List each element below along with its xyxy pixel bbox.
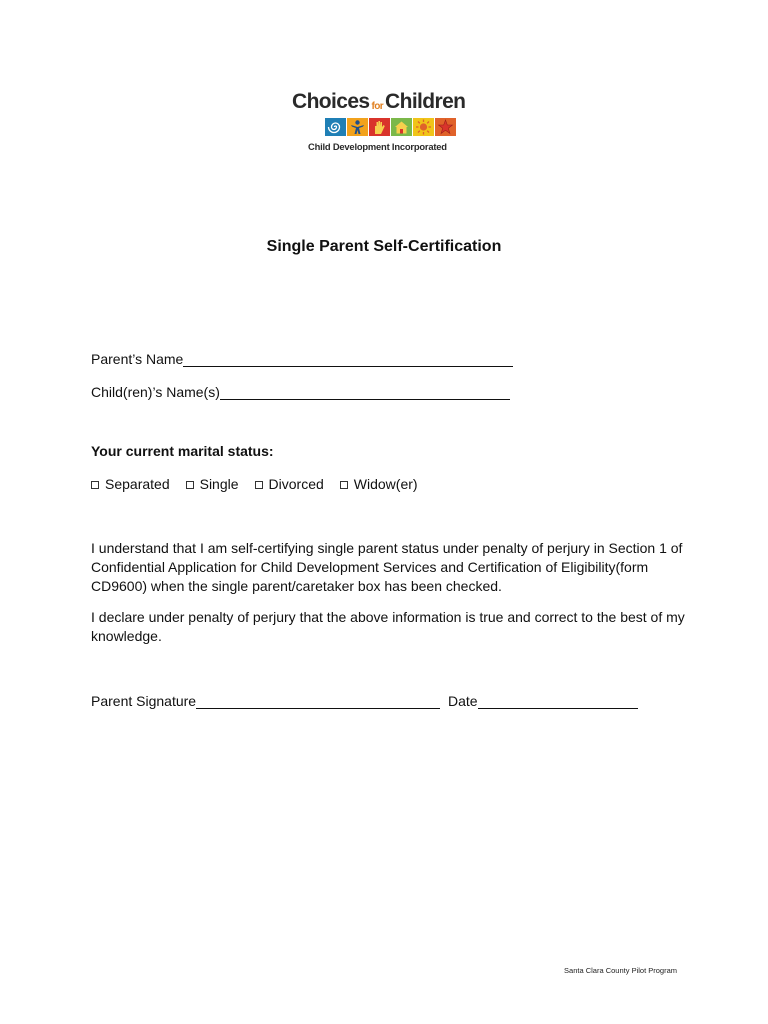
logo-tile-house-icon [391, 118, 412, 136]
logo-wordmark [292, 90, 482, 114]
logo-word-choices: Choices [292, 90, 370, 113]
footer-note: Santa Clara County Pilot Program [564, 966, 677, 975]
option-widower-label: Widow(er) [353, 476, 418, 492]
children-names-field-row [91, 382, 510, 400]
checkbox-single[interactable] [186, 481, 194, 489]
self-certification-paragraph: I understand that I am self-certifying single parent status under penalty of perjury in Section 1 of Confidential Application for Child Development Services and Certification of Eligibility(form CD9600) when the single parent/caretaker box has been checked. [91, 540, 683, 594]
logo-tiles [325, 118, 457, 136]
logo-word-children: Children [385, 90, 466, 113]
document-title: Single Parent Self-Certification [266, 238, 502, 255]
logo-tagline: Child Development Incorporated [308, 141, 447, 152]
children-names-label: Child(ren)’s Name(s) [91, 384, 220, 400]
option-separated-label: Separated [105, 476, 170, 492]
parent-name-field-row [91, 349, 513, 367]
date-label: Date [447, 693, 478, 709]
perjury-declaration-paragraph: I declare under penalty of perjury that the above information is true and correct to the best of my knowledge. [91, 609, 685, 644]
option-divorced[interactable] [255, 476, 324, 492]
parent-name-blank-line[interactable] [183, 352, 513, 367]
option-single[interactable] [186, 476, 239, 492]
marital-status-heading: Your current marital status: [91, 443, 274, 459]
logo-tile-child-icon [347, 118, 368, 136]
checkbox-separated[interactable] [91, 481, 99, 489]
organization-logo [292, 90, 482, 156]
logo-tile-spiral-icon [325, 118, 346, 136]
parent-signature-label: Parent Signature [91, 693, 197, 709]
checkbox-divorced[interactable] [255, 481, 263, 489]
option-widower[interactable] [340, 476, 418, 492]
logo-tile-sun-icon [413, 118, 434, 136]
parent-signature-blank-line[interactable] [196, 694, 440, 709]
checkbox-widower[interactable] [340, 481, 348, 489]
date-blank-line[interactable] [478, 694, 638, 709]
option-divorced-label: Divorced [268, 476, 324, 492]
option-separated[interactable] [91, 476, 170, 492]
logo-word-for: for [371, 101, 384, 112]
marital-status-options [91, 476, 434, 492]
logo-tile-star-icon [435, 118, 456, 136]
logo-tile-hand-icon [369, 118, 390, 136]
signature-row [91, 691, 638, 709]
option-single-label: Single [199, 476, 239, 492]
children-names-blank-line[interactable] [220, 385, 510, 400]
parent-name-label: Parent’s Name [91, 351, 184, 367]
